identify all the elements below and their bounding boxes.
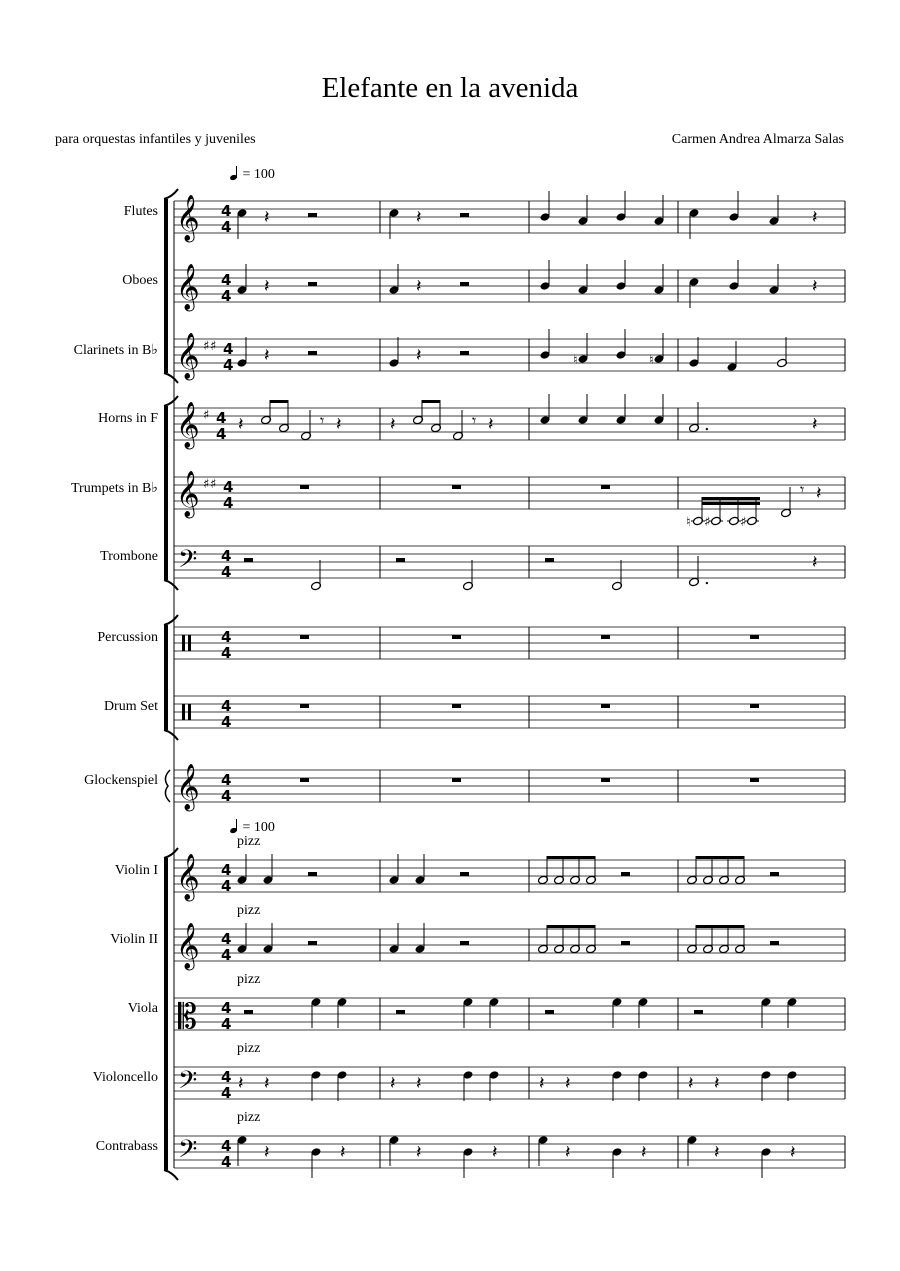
time-signature-bottom: 4	[221, 1084, 232, 1102]
tempo-value: = 100	[242, 167, 275, 182]
quarter-rest-icon: 𝄽	[812, 207, 818, 228]
brass-bracket-bottom	[164, 580, 178, 590]
pizz-marking: pizz	[237, 834, 261, 849]
instrument-label: Flutes	[123, 204, 158, 219]
whole-rest-icon	[750, 704, 759, 708]
half-rest-icon	[308, 213, 317, 217]
quarter-rest-icon: 𝄽	[539, 1073, 545, 1094]
half-rest-icon	[396, 558, 405, 562]
half-rest-icon	[621, 941, 630, 945]
percussion-clef-icon	[182, 704, 185, 720]
time-signature-bottom: 4	[221, 1153, 232, 1171]
sharp-icon: ♯	[203, 339, 210, 354]
sharp-icon: ♯	[704, 515, 711, 530]
pizz-marking: pizz	[237, 1110, 261, 1125]
half-rest-icon	[545, 1010, 554, 1014]
percussion-clef-icon	[188, 704, 191, 720]
treble-clef-icon: 𝄞	[176, 764, 200, 810]
whole-rest-icon	[750, 778, 759, 782]
pizz-marking: pizz	[237, 903, 261, 918]
half-rest-icon	[308, 282, 317, 286]
half-rest-icon	[460, 351, 469, 355]
quarter-rest-icon: 𝄽	[812, 414, 818, 435]
quarter-rest-icon: 𝄽	[336, 414, 342, 435]
beam	[696, 925, 744, 928]
quarter-rest-icon: 𝄽	[264, 207, 270, 228]
time-signature-top: 4	[223, 478, 234, 496]
woodwind-bracket	[164, 199, 168, 373]
dot: .	[704, 414, 710, 435]
pizz-marking: pizz	[237, 972, 261, 987]
tempo-value: = 100	[242, 820, 275, 835]
treble-clef-icon: 𝄞	[176, 923, 200, 969]
half-rest-icon	[244, 558, 253, 562]
quarter-rest-icon: 𝄽	[565, 1073, 571, 1094]
time-signature-top: 4	[221, 771, 232, 789]
instrument-label: Trumpets in B♭	[71, 481, 158, 496]
quarter-rest-icon: 𝄽	[416, 276, 422, 297]
quarter-rest-icon: 𝄽	[264, 345, 270, 366]
time-signature-bottom: 4	[221, 877, 232, 895]
natural-icon: ♮	[686, 515, 691, 530]
half-rest-icon	[244, 1010, 253, 1014]
treble-clef-icon: 𝄞	[176, 264, 200, 310]
percussion-clef-icon	[182, 635, 185, 651]
half-rest-icon	[460, 213, 469, 217]
instrument-label: Trombone	[100, 549, 158, 564]
whole-rest-icon	[300, 704, 309, 708]
quarter-rest-icon: 𝄽	[264, 1142, 270, 1163]
beam	[696, 856, 744, 859]
half-rest-icon	[694, 1010, 703, 1014]
quarter-rest-icon: 𝄽	[812, 552, 818, 573]
time-signature-top: 4	[221, 999, 232, 1017]
bass-clef-icon: 𝄢	[178, 545, 198, 580]
brass-bracket	[164, 406, 168, 580]
whole-rest-icon	[601, 635, 610, 639]
treble-clef-icon: 𝄞	[176, 854, 200, 900]
beam	[422, 400, 440, 403]
quarter-rest-icon: 𝄽	[816, 483, 822, 504]
quarter-rest-icon: 𝄽	[812, 276, 818, 297]
quarter-rest-icon: 𝄽	[416, 1073, 422, 1094]
time-signature-bottom: 4	[221, 1015, 232, 1033]
pizz-marking: pizz	[237, 1041, 261, 1056]
beam	[702, 502, 760, 505]
sharp-icon: ♯	[210, 477, 217, 492]
beam	[702, 497, 760, 500]
instrument-label: Clarinets in B♭	[73, 343, 158, 358]
score-title: Elefante en la avenida	[321, 72, 579, 104]
time-signature-bottom: 4	[221, 563, 232, 581]
sharp-icon: ♯	[210, 339, 217, 354]
instrument-label: Percussion	[97, 630, 158, 645]
time-signature-bottom: 4	[223, 494, 234, 512]
quarter-rest-icon: 𝄽	[416, 345, 422, 366]
time-signature-top: 4	[221, 547, 232, 565]
whole-rest-icon	[300, 635, 309, 639]
time-signature-bottom: 4	[221, 287, 232, 305]
instrument-label: Violin II	[110, 932, 158, 947]
eighth-rest-icon: 𝄾	[320, 411, 325, 430]
whole-rest-icon	[601, 704, 610, 708]
time-signature-top: 4	[221, 697, 232, 715]
time-signature-bottom: 4	[221, 713, 232, 731]
time-signature-top: 4	[221, 1137, 232, 1155]
time-signature-bottom: 4	[221, 644, 232, 662]
half-rest-icon	[308, 872, 317, 876]
sharp-icon: ♯	[740, 515, 747, 530]
half-rest-icon	[621, 872, 630, 876]
percussion-clef-icon	[188, 635, 191, 651]
quarter-rest-icon: 𝄽	[790, 1142, 796, 1163]
time-signature-bottom: 4	[221, 218, 232, 236]
quarter-rest-icon: 𝄽	[565, 1142, 571, 1163]
beam	[547, 925, 595, 928]
time-signature-bottom: 4	[223, 356, 234, 374]
glockenspiel-brace	[165, 770, 170, 802]
instrument-label: Horns in F	[98, 411, 158, 426]
half-rest-icon	[545, 558, 554, 562]
treble-clef-icon: 𝄞	[176, 471, 200, 517]
whole-rest-icon	[601, 485, 610, 489]
bass-clef-icon: 𝄢	[178, 1135, 198, 1170]
percussion-bracket	[164, 625, 168, 730]
instrument-label: Contrabass	[95, 1139, 158, 1154]
composer-name: Carmen Andrea Almarza Salas	[671, 132, 844, 147]
dot: .	[704, 568, 710, 589]
natural-icon: ♮	[649, 353, 654, 368]
quarter-rest-icon: 𝄽	[492, 1142, 498, 1163]
time-signature-top: 4	[216, 409, 227, 427]
instrument-label: Violoncello	[92, 1070, 158, 1085]
instrument-label: Viola	[127, 1001, 158, 1016]
whole-rest-icon	[452, 704, 461, 708]
time-signature-bottom: 4	[221, 787, 232, 805]
whole-rest-icon	[452, 485, 461, 489]
beam	[547, 856, 595, 859]
half-rest-icon	[308, 941, 317, 945]
beam	[270, 400, 288, 403]
half-rest-icon	[460, 872, 469, 876]
half-rest-icon	[460, 282, 469, 286]
score-subtitle: para orquestas infantiles y juveniles	[55, 132, 256, 147]
instrument-label: Oboes	[122, 273, 158, 288]
quarter-rest-icon: 𝄽	[641, 1142, 647, 1163]
percussion-bracket-bottom	[164, 730, 178, 740]
quarter-rest-icon: 𝄽	[238, 414, 244, 435]
whole-rest-icon	[300, 778, 309, 782]
quarter-rest-icon: 𝄽	[264, 276, 270, 297]
whole-rest-icon	[300, 485, 309, 489]
bass-clef-icon: 𝄢	[178, 1066, 198, 1101]
time-signature-top: 4	[221, 930, 232, 948]
time-signature-bottom: 4	[221, 946, 232, 964]
whole-rest-icon	[750, 635, 759, 639]
instrument-label: Violin I	[114, 863, 158, 878]
time-signature-top: 4	[221, 271, 232, 289]
half-rest-icon	[308, 351, 317, 355]
natural-icon: ♮	[573, 353, 578, 368]
percussion-bracket-top	[164, 615, 178, 625]
quarter-rest-icon: 𝄽	[416, 207, 422, 228]
treble-clef-icon: 𝄞	[176, 195, 200, 241]
quarter-rest-icon: 𝄽	[340, 1142, 346, 1163]
eighth-rest-icon: 𝄾	[472, 411, 477, 430]
half-rest-icon	[770, 872, 779, 876]
quarter-rest-icon: 𝄽	[238, 1073, 244, 1094]
quarter-rest-icon: 𝄽	[714, 1073, 720, 1094]
whole-rest-icon	[452, 778, 461, 782]
whole-rest-icon	[452, 635, 461, 639]
time-signature-top: 4	[221, 202, 232, 220]
time-signature-top: 4	[223, 340, 234, 358]
sharp-icon: ♯	[203, 408, 210, 423]
time-signature-top: 4	[221, 1068, 232, 1086]
time-signature-top: 4	[221, 628, 232, 646]
quarter-rest-icon: 𝄽	[714, 1142, 720, 1163]
half-rest-icon	[460, 941, 469, 945]
time-signature-top: 4	[221, 861, 232, 879]
half-rest-icon	[770, 941, 779, 945]
instrument-label: Drum Set	[103, 699, 158, 714]
strings-bracket	[164, 858, 168, 1170]
quarter-rest-icon: 𝄽	[488, 414, 494, 435]
time-signature-bottom: 4	[216, 425, 227, 443]
quarter-rest-icon: 𝄽	[688, 1073, 694, 1094]
alto-clef-icon: 𝄡	[178, 997, 197, 1037]
treble-clef-icon: 𝄞	[176, 333, 200, 379]
quarter-rest-icon: 𝄽	[390, 414, 396, 435]
strings-bracket-bottom	[164, 1170, 178, 1180]
quarter-rest-icon: 𝄽	[264, 1073, 270, 1094]
half-rest-icon	[396, 1010, 405, 1014]
sharp-icon: ♯	[203, 477, 210, 492]
treble-clef-icon: 𝄞	[176, 402, 200, 448]
instrument-label: Glockenspiel	[84, 773, 158, 788]
quarter-rest-icon: 𝄽	[390, 1073, 396, 1094]
eighth-rest-icon: 𝄾	[800, 480, 805, 499]
quarter-rest-icon: 𝄽	[416, 1142, 422, 1163]
whole-rest-icon	[601, 778, 610, 782]
